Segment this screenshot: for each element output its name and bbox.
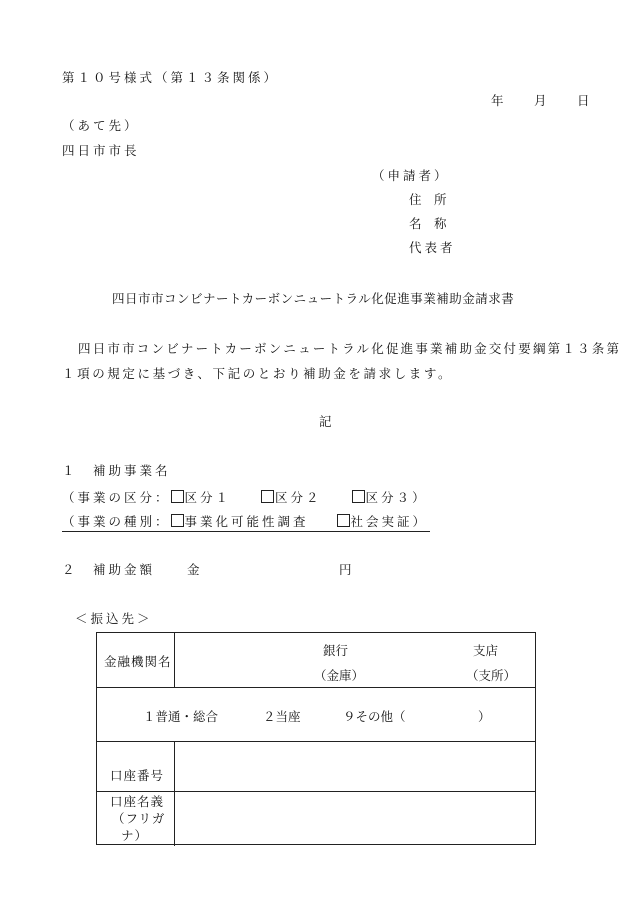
date-year: 年 [491, 93, 504, 108]
type-2-label: 社会実証 [350, 514, 413, 529]
account-holder-field[interactable] [183, 809, 523, 825]
category-2-label: 区分２ [275, 490, 322, 505]
furigana-label-2: ナ） [121, 828, 149, 843]
form-number: 第１０号様式（第１３条関係） [62, 70, 280, 85]
furigana-label-1: （フリガ [112, 811, 166, 826]
addressee-name: 四日市市長 [62, 143, 140, 158]
account-number-label: 口座番号 [110, 768, 165, 783]
business-type-line [62, 514, 430, 532]
account-type-other[interactable]: ９その他（ [343, 709, 406, 724]
kinko-suffix: （金庫） [314, 668, 365, 683]
type-open: （事業の種別： [62, 514, 171, 529]
applicant-address-label: 住 所 [409, 192, 447, 207]
body-line-1: 四日市市コンビナートカーボンニュートラル化促進事業補助金交付要綱第１３条第 [78, 341, 622, 356]
category-1-label: 区分１ [184, 490, 232, 505]
category-1-checkbox[interactable] [171, 490, 184, 503]
category-2-checkbox[interactable] [261, 490, 274, 503]
account-type-toza[interactable]: ２当座 [263, 709, 301, 724]
applicant-representative-label: 代表者 [409, 240, 456, 255]
account-type-futsu[interactable]: １普通・総合 [143, 709, 219, 724]
applicant-name-label: 名 称 [409, 216, 447, 231]
account-holder-row [97, 791, 535, 846]
account-number-field[interactable] [183, 759, 523, 775]
date-month: 月 [534, 93, 547, 108]
applicant-label: （申請者） [372, 168, 450, 183]
branch-suffix: 支店 [473, 643, 499, 658]
shisho-suffix: （支所） [466, 668, 517, 683]
item2-heading: ２ 補助金額 [62, 562, 156, 577]
type-2-checkbox[interactable] [337, 514, 350, 527]
category-3-checkbox[interactable] [352, 490, 365, 503]
category-close: ） [412, 490, 428, 505]
business-category-line [62, 490, 428, 505]
type-1-checkbox[interactable] [171, 514, 184, 527]
amount-yen: 円 [339, 562, 352, 577]
document-title: 四日市市コンビナートカーボンニュートラル化促進事業補助金請求書 [112, 291, 515, 306]
date-day: 日 [577, 93, 590, 108]
transfer-label: ＜振込先＞ [75, 611, 153, 626]
body-line-2: １項の規定に基づき、下記のとおり補助金を請求します。 [62, 366, 454, 381]
bank-account-table [96, 632, 536, 845]
ki-heading: 記 [319, 414, 332, 429]
account-type-other-close: ） [478, 709, 491, 724]
account-number-row [97, 741, 535, 792]
addressee-label: （あて先） [62, 118, 140, 133]
account-holder-divider [174, 791, 175, 846]
category-open: （事業の区分： [62, 490, 171, 505]
bank-name-divider [174, 633, 175, 687]
type-1-label: 事業化可能性調査 [184, 514, 309, 529]
account-type-row [97, 687, 535, 742]
type-close: ） [412, 514, 429, 529]
category-3-label: 区分３ [365, 490, 413, 505]
account-holder-label: 口座名義 [110, 794, 165, 809]
bank-name-label: 金融機関名 [104, 654, 172, 669]
account-number-divider [174, 741, 175, 791]
bank-suffix: 銀行 [323, 643, 349, 658]
amount-kin: 金 [187, 562, 200, 577]
bank-name-row [97, 633, 535, 688]
item1-heading: １ 補助事業名 [62, 463, 171, 478]
